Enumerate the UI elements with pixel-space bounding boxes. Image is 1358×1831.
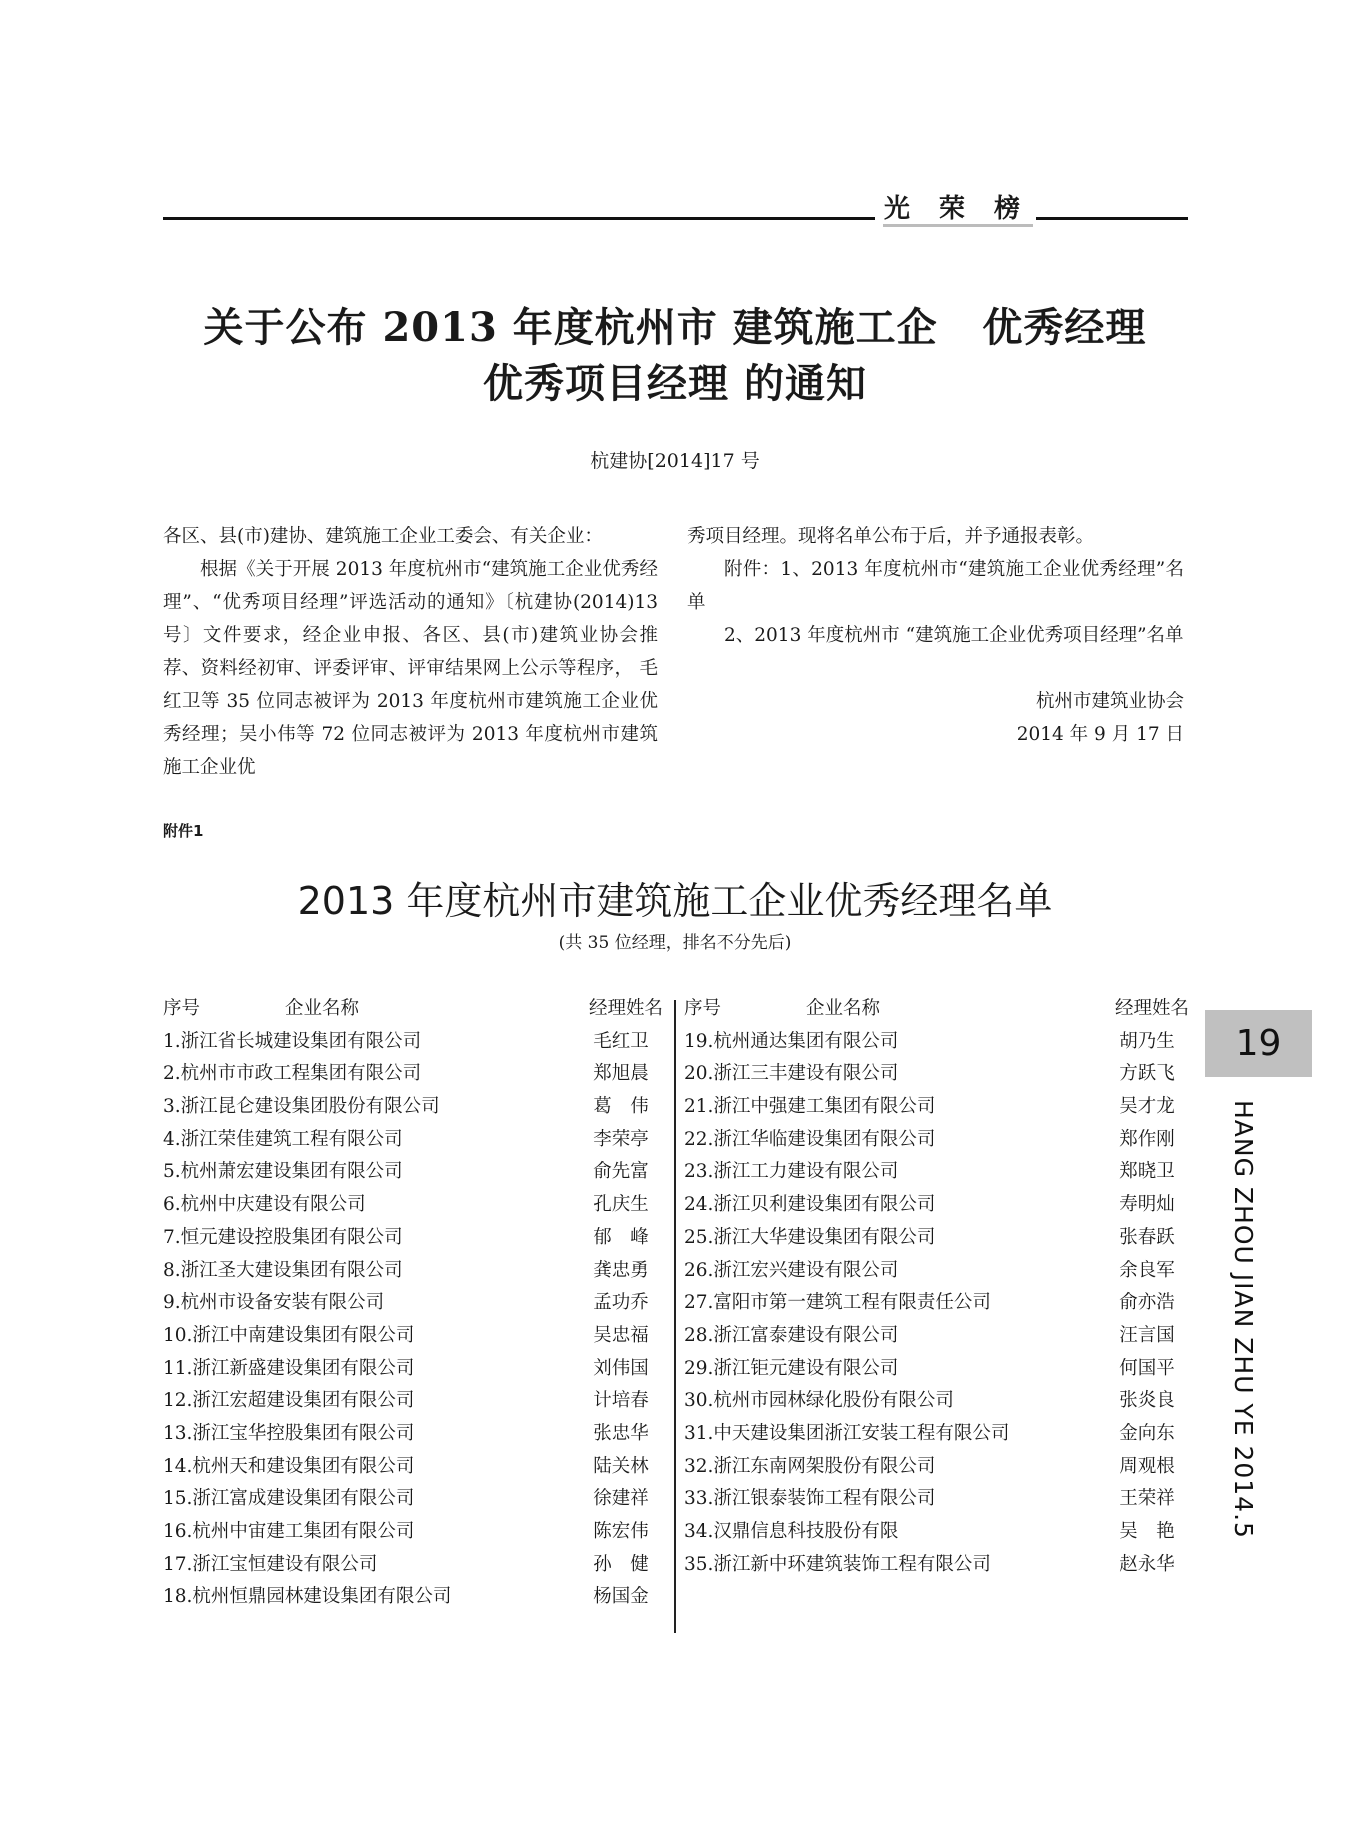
notice-title-line2: 优秀项目经理 的通知 xyxy=(483,360,867,407)
manager-name: 周观根 xyxy=(1119,1455,1175,1477)
signature-date: 2014 年 9 月 17 日 xyxy=(1016,724,1184,745)
company-name: 10.浙江中南建设集团有限公司 xyxy=(163,1324,415,1346)
company-name: 19.杭州通达集团有限公司 xyxy=(684,1030,899,1052)
body-paragraph-continued: 秀项目经理。现将名单公布于后，并予通报表彰。 xyxy=(687,526,1095,547)
header-rule-left xyxy=(163,217,875,220)
table-row xyxy=(163,1026,663,1059)
table-row xyxy=(684,1549,1189,1582)
table-row xyxy=(163,1451,663,1484)
table-row xyxy=(163,1124,663,1157)
manager-name: 吴忠福 xyxy=(593,1324,649,1346)
manager-name: 金向东 xyxy=(1119,1422,1175,1444)
page-number: 19 xyxy=(1205,1010,1312,1077)
section-label-underline xyxy=(883,224,1033,227)
company-name: 3.浙江昆仑建设集团股份有限公司 xyxy=(163,1096,440,1118)
list-subtitle: (共 35 位经理，排名不分先后) xyxy=(558,933,792,953)
attachment-reference-2: 2、2013 年度杭州市 “建筑施工企业优秀项目经理”名单 xyxy=(724,625,1184,646)
company-name: 11.浙江新盛建设集团有限公司 xyxy=(163,1357,415,1379)
manager-name: 吴 艳 xyxy=(1119,1521,1175,1542)
manager-name: 寿明灿 xyxy=(1119,1194,1175,1216)
manager-name: 王荣祥 xyxy=(1119,1488,1175,1510)
manager-name: 孟功乔 xyxy=(593,1292,649,1314)
notice-title xyxy=(150,300,1200,412)
company-name: 25.浙江大华建设集团有限公司 xyxy=(684,1226,936,1248)
table-row xyxy=(684,1483,1189,1516)
manager-name: 郑晓卫 xyxy=(1119,1161,1175,1183)
section-label: 光 荣 榜 xyxy=(883,194,1031,224)
table-row xyxy=(163,1156,663,1189)
table-row xyxy=(163,1353,663,1386)
manager-name: 郑旭晨 xyxy=(593,1063,649,1085)
table-row xyxy=(684,1385,1189,1418)
table-row xyxy=(163,1058,663,1091)
table-row xyxy=(163,1418,663,1451)
table-row xyxy=(684,1418,1189,1451)
signature-organization: 杭州市建筑业协会 xyxy=(1035,691,1184,712)
column-header-company: 企业名称 xyxy=(806,998,881,1019)
table-row xyxy=(163,1091,663,1124)
company-name: 15.浙江富成建设集团有限公司 xyxy=(163,1488,415,1510)
company-name: 27.富阳市第一建筑工程有限责任公司 xyxy=(684,1292,991,1314)
table-row xyxy=(163,1320,663,1353)
manager-name: 孙 健 xyxy=(593,1553,649,1575)
table-header xyxy=(163,993,663,1026)
manager-name: 吴才龙 xyxy=(1119,1096,1175,1118)
table-row xyxy=(163,1287,663,1320)
company-name: 4.浙江荣佳建筑工程有限公司 xyxy=(163,1128,403,1150)
company-name: 34.汉鼎信息科技股份有限 xyxy=(684,1521,899,1542)
company-name: 22.浙江华临建设集团有限公司 xyxy=(684,1128,936,1150)
company-name: 35.浙江新中环建筑装饰工程有限公司 xyxy=(684,1553,991,1575)
manager-name: 何国平 xyxy=(1119,1357,1175,1379)
company-name: 33.浙江银泰装饰工程有限公司 xyxy=(684,1488,936,1510)
header-rule-right xyxy=(1036,217,1188,220)
manager-table-left xyxy=(163,993,663,1614)
manager-name: 孔庆生 xyxy=(593,1194,649,1216)
manager-name: 陈宏伟 xyxy=(593,1521,649,1542)
company-name: 14.杭州天和建设集团有限公司 xyxy=(163,1455,415,1477)
manager-name: 郑作刚 xyxy=(1119,1128,1175,1150)
company-name: 2.杭州市市政工程集团有限公司 xyxy=(163,1063,422,1085)
company-name: 30.杭州市园林绿化股份有限公司 xyxy=(684,1390,954,1412)
manager-name: 张忠华 xyxy=(593,1422,649,1444)
manager-name: 汪言国 xyxy=(1119,1324,1175,1346)
table-row xyxy=(684,1353,1189,1386)
column-header-index: 序号 xyxy=(684,998,722,1019)
manager-name: 杨国金 xyxy=(593,1586,649,1608)
table-row xyxy=(684,1058,1189,1091)
table-row xyxy=(163,1255,663,1288)
manager-name: 俞亦浩 xyxy=(1119,1292,1175,1314)
table-row xyxy=(684,1320,1189,1353)
column-header-index: 序号 xyxy=(163,998,201,1019)
company-name: 26.浙江宏兴建设有限公司 xyxy=(684,1259,899,1281)
manager-name: 俞先富 xyxy=(593,1161,649,1183)
manager-name: 张春跃 xyxy=(1119,1226,1175,1248)
manager-name: 余良军 xyxy=(1119,1259,1175,1281)
manager-name: 刘伟国 xyxy=(593,1357,649,1379)
table-row xyxy=(684,1287,1189,1320)
manager-name: 张炎良 xyxy=(1119,1390,1175,1412)
document-number: 杭建协[2014]17 号 xyxy=(590,450,760,472)
section-header xyxy=(163,188,1188,228)
table-row xyxy=(163,1581,663,1614)
company-name: 32.浙江东南网架股份有限公司 xyxy=(684,1455,936,1477)
body-paragraph: 根据《关于开展 2013 年度杭州市“建筑施工企业优秀经理”、“优秀项目经理”评选活动的通知》〔杭建协(2014)13 号〕文件要求，经企业申报、各区、县(市)建筑业协会推荐、资料经初审、评委评审、评审结果网上公示等程序， 毛红卫等 35 位同志被评为 2013 年度杭州市建筑施工企业优秀经理；吴小伟等 72 位同志被评为 2013 年度杭州市建筑施工企业优 xyxy=(163,559,658,778)
column-divider xyxy=(674,1000,676,1633)
table-row xyxy=(684,1516,1189,1549)
attachment-reference-1: 附件：1、2013 年度杭州市“建筑施工企业优秀经理”名单 xyxy=(687,559,1184,613)
table-row xyxy=(684,1026,1189,1059)
column-header-manager: 经理姓名 xyxy=(1114,998,1189,1019)
manager-name: 陆关林 xyxy=(593,1455,649,1477)
table-row xyxy=(684,1091,1189,1124)
company-name: 12.浙江宏超建设集团有限公司 xyxy=(163,1390,415,1412)
table-row xyxy=(684,1222,1189,1255)
company-name: 9.杭州市设备安装有限公司 xyxy=(163,1292,385,1314)
manager-name: 郁 峰 xyxy=(593,1226,649,1248)
table-row xyxy=(163,1483,663,1516)
company-name: 5.杭州萧宏建设集团有限公司 xyxy=(163,1161,403,1183)
company-name: 1.浙江省长城建设集团有限公司 xyxy=(163,1030,422,1052)
table-row xyxy=(684,1156,1189,1189)
company-name: 28.浙江富泰建设有限公司 xyxy=(684,1324,899,1346)
company-name: 13.浙江宝华控股集团有限公司 xyxy=(163,1422,415,1444)
table-row xyxy=(163,1222,663,1255)
manager-name: 计培春 xyxy=(593,1390,649,1412)
company-name: 31.中天建设集团浙江安装工程有限公司 xyxy=(684,1422,1010,1444)
company-name: 7.恒元建设控股集团有限公司 xyxy=(163,1226,403,1248)
manager-table-right xyxy=(684,993,1189,1581)
company-name: 6.杭州中庆建设有限公司 xyxy=(163,1194,366,1216)
manager-name: 胡乃生 xyxy=(1119,1030,1175,1052)
column-header-manager: 经理姓名 xyxy=(588,998,663,1019)
notice-body-right xyxy=(687,520,1184,751)
table-row xyxy=(163,1549,663,1582)
notice-title-line1: 关于公布 2013 年度杭州市 建筑施工企 优秀经理 xyxy=(203,304,1147,351)
column-header-company: 企业名称 xyxy=(285,998,360,1019)
table-row xyxy=(163,1385,663,1418)
manager-name: 赵永华 xyxy=(1119,1553,1175,1575)
table-row xyxy=(684,1255,1189,1288)
company-name: 16.杭州中宙建工集团有限公司 xyxy=(163,1521,415,1542)
manager-name: 毛红卫 xyxy=(593,1030,649,1052)
salutation: 各区、县(市)建协、建筑施工企业工委会、有关企业： xyxy=(163,526,603,547)
company-name: 21.浙江中强建工集团有限公司 xyxy=(684,1096,936,1118)
table-row xyxy=(163,1189,663,1222)
manager-name: 方跃飞 xyxy=(1119,1063,1175,1085)
manager-name: 龚忠勇 xyxy=(593,1259,649,1281)
manager-name: 葛 伟 xyxy=(593,1096,649,1118)
running-footer: HANG ZHOU JIAN ZHU YE 2014.5 xyxy=(1229,1100,1258,1539)
company-name: 24.浙江贝利建设集团有限公司 xyxy=(684,1194,936,1216)
table-header xyxy=(684,993,1189,1026)
company-name: 18.杭州恒鼎园林建设集团有限公司 xyxy=(163,1586,452,1608)
table-row xyxy=(163,1516,663,1549)
table-row xyxy=(684,1451,1189,1484)
attachment-label: 附件1 xyxy=(163,822,204,840)
company-name: 23.浙江工力建设有限公司 xyxy=(684,1161,899,1183)
company-name: 17.浙江宝恒建设有限公司 xyxy=(163,1553,378,1575)
manager-name: 李荣亭 xyxy=(593,1128,649,1150)
company-name: 8.浙江圣大建设集团有限公司 xyxy=(163,1259,403,1281)
company-name: 29.浙江钜元建设有限公司 xyxy=(684,1357,899,1379)
manager-name: 徐建祥 xyxy=(593,1488,649,1510)
table-row xyxy=(684,1189,1189,1222)
company-name: 20.浙江三丰建设有限公司 xyxy=(684,1063,899,1085)
table-row xyxy=(684,1124,1189,1157)
notice-body-left xyxy=(163,520,658,784)
list-title: 2013 年度杭州市建筑施工企业优秀经理名单 xyxy=(297,879,1053,923)
